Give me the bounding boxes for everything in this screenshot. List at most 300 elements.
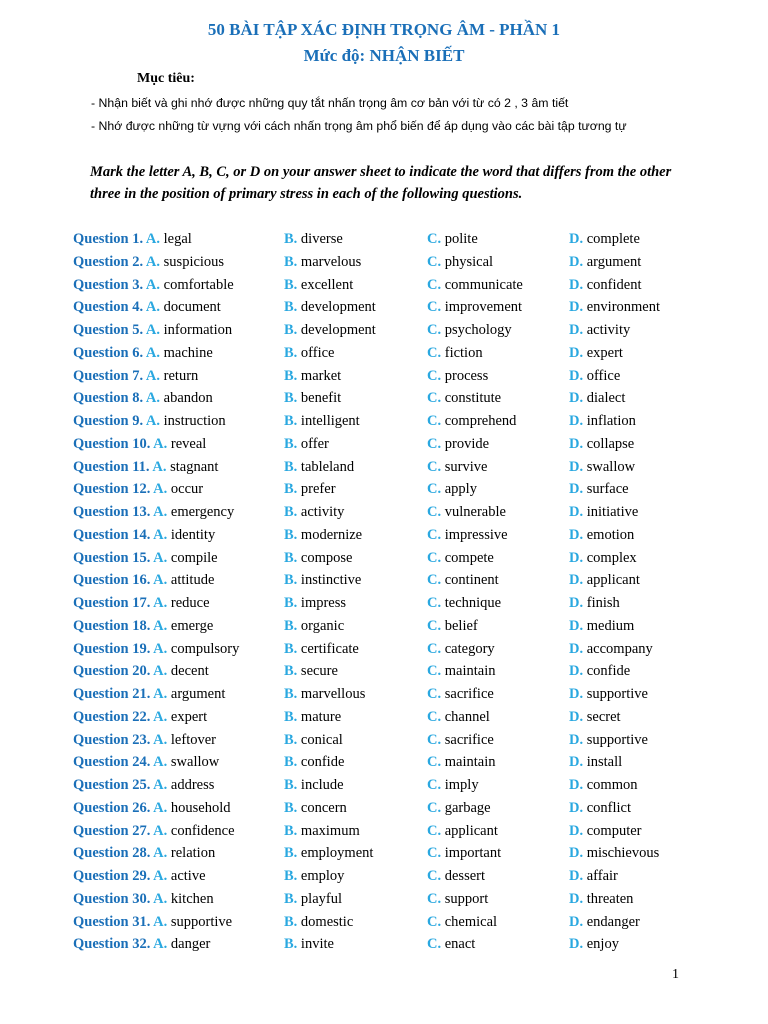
option-word-b: maximum bbox=[300, 822, 360, 839]
option-letter-c: C. bbox=[427, 936, 442, 953]
question-option-b bbox=[284, 660, 338, 683]
option-word-a: instruction bbox=[163, 413, 226, 429]
question-label: Question 16. bbox=[73, 572, 151, 589]
question-option-a bbox=[73, 478, 203, 501]
question-label: Question 3. bbox=[73, 276, 144, 293]
question-row bbox=[0, 774, 768, 797]
option-word-d: conflict bbox=[586, 799, 632, 816]
option-word-c: enact bbox=[444, 936, 476, 953]
option-letter-b: B. bbox=[284, 686, 298, 702]
option-letter-d: D. bbox=[569, 913, 584, 930]
option-word-c: apply bbox=[444, 481, 477, 498]
option-word-b: confide bbox=[300, 754, 345, 771]
option-word-a: leftover bbox=[170, 731, 216, 748]
option-letter-d: D. bbox=[569, 799, 584, 816]
option-word-c: provide bbox=[444, 435, 490, 452]
option-word-d: confident bbox=[586, 276, 642, 293]
question-option-b bbox=[284, 478, 336, 501]
question-option-b bbox=[284, 820, 360, 843]
question-option-b bbox=[284, 387, 341, 410]
option-letter-c: C. bbox=[427, 617, 442, 634]
question-option-a bbox=[73, 933, 210, 956]
option-letter-a: A. bbox=[153, 640, 168, 657]
option-word-d: mischievous bbox=[586, 845, 660, 862]
option-letter-d: D. bbox=[569, 822, 584, 839]
objective-item: - Nhận biết và ghi nhớ được những quy tắt nhấn trọng âm cơ bản với từ có 2 , 3 âm tiết bbox=[91, 96, 569, 110]
question-option-b bbox=[284, 865, 344, 888]
option-letter-a: A. bbox=[153, 754, 168, 771]
option-letter-b: B. bbox=[284, 504, 298, 520]
option-letter-c: C. bbox=[427, 481, 442, 498]
question-row bbox=[0, 478, 768, 501]
option-word-d: enjoy bbox=[586, 936, 619, 953]
question-option-c bbox=[427, 547, 494, 570]
option-word-b: benefit bbox=[300, 390, 342, 407]
option-letter-d: D. bbox=[569, 481, 584, 498]
question-option-d bbox=[569, 319, 630, 342]
option-letter-b: B. bbox=[284, 708, 298, 725]
option-word-a: attitude bbox=[170, 572, 215, 589]
option-word-d: complex bbox=[586, 549, 637, 566]
option-word-b: instinctive bbox=[300, 572, 362, 589]
question-row bbox=[0, 524, 768, 547]
question-option-c bbox=[427, 228, 478, 251]
option-letter-b: B. bbox=[284, 458, 298, 475]
option-letter-b: B. bbox=[284, 526, 298, 543]
question-label: Question 30. bbox=[73, 890, 151, 907]
question-row bbox=[0, 342, 768, 365]
question-option-a bbox=[73, 501, 234, 524]
option-word-a: supportive bbox=[170, 913, 233, 930]
option-word-c: maintain bbox=[444, 754, 496, 771]
option-letter-a: A. bbox=[145, 253, 161, 270]
option-letter-c: C. bbox=[427, 708, 442, 725]
option-word-d: swallow bbox=[586, 458, 636, 475]
question-option-c bbox=[427, 774, 479, 797]
question-label: Question 14. bbox=[73, 526, 151, 543]
option-word-c: applicant bbox=[444, 822, 498, 839]
option-word-a: stagnant bbox=[170, 458, 219, 475]
question-label: Question 23. bbox=[73, 731, 151, 748]
option-letter-c: C. bbox=[427, 367, 442, 384]
option-letter-a: A. bbox=[152, 458, 167, 475]
option-letter-d: D. bbox=[569, 299, 584, 316]
option-letter-a: A. bbox=[145, 390, 161, 407]
question-option-d bbox=[569, 478, 629, 501]
option-letter-c: C. bbox=[427, 731, 442, 748]
question-list bbox=[0, 228, 768, 956]
option-word-d: affair bbox=[586, 868, 618, 884]
option-letter-c: C. bbox=[427, 526, 442, 543]
question-option-a bbox=[73, 274, 234, 297]
option-letter-a: A. bbox=[153, 595, 168, 611]
option-word-c: compete bbox=[444, 549, 494, 566]
option-word-a: document bbox=[163, 299, 221, 316]
question-option-d bbox=[569, 410, 636, 433]
option-letter-b: B. bbox=[284, 731, 298, 748]
option-word-b: include bbox=[300, 777, 344, 793]
question-option-a bbox=[73, 251, 224, 274]
question-option-b bbox=[284, 706, 341, 729]
option-word-b: marvellous bbox=[300, 686, 366, 702]
option-word-d: secret bbox=[586, 708, 621, 725]
option-letter-a: A. bbox=[153, 504, 168, 520]
question-option-a bbox=[73, 638, 239, 661]
option-letter-a: A. bbox=[145, 322, 161, 338]
option-letter-d: D. bbox=[569, 504, 584, 520]
question-option-d bbox=[569, 251, 641, 274]
option-word-b: mature bbox=[300, 708, 342, 725]
option-letter-d: D. bbox=[569, 731, 584, 748]
option-word-c: imply bbox=[444, 777, 479, 793]
option-word-d: office bbox=[586, 367, 621, 384]
option-letter-a: A. bbox=[153, 822, 168, 839]
option-letter-c: C. bbox=[427, 663, 442, 680]
question-option-b bbox=[284, 729, 343, 752]
option-word-d: environment bbox=[586, 299, 661, 316]
question-row bbox=[0, 797, 768, 820]
question-row bbox=[0, 638, 768, 661]
option-letter-c: C. bbox=[427, 231, 442, 247]
option-word-c: impressive bbox=[444, 526, 508, 543]
question-option-c bbox=[427, 365, 488, 388]
option-word-c: vulnerable bbox=[444, 504, 506, 520]
question-option-c bbox=[427, 524, 508, 547]
question-label: Question 8. bbox=[73, 390, 144, 407]
option-letter-c: C. bbox=[427, 458, 442, 475]
question-option-a bbox=[73, 615, 213, 638]
question-option-c bbox=[427, 410, 516, 433]
question-option-c bbox=[427, 615, 478, 638]
question-option-c bbox=[427, 706, 490, 729]
option-letter-d: D. bbox=[569, 617, 584, 634]
option-letter-d: D. bbox=[569, 595, 584, 611]
option-word-d: activity bbox=[586, 322, 631, 338]
option-word-b: office bbox=[300, 344, 335, 361]
option-letter-c: C. bbox=[427, 754, 442, 771]
question-label: Question 13. bbox=[73, 504, 151, 520]
question-option-b bbox=[284, 797, 347, 820]
option-letter-b: B. bbox=[284, 549, 298, 566]
option-letter-c: C. bbox=[427, 253, 442, 270]
option-letter-b: B. bbox=[284, 276, 298, 293]
question-label: Question 32. bbox=[73, 936, 151, 953]
question-label: Question 20. bbox=[73, 663, 151, 680]
question-option-a bbox=[73, 569, 214, 592]
option-letter-a: A. bbox=[145, 344, 161, 361]
option-letter-d: D. bbox=[569, 890, 584, 907]
question-label: Question 5. bbox=[73, 322, 144, 338]
option-letter-a: A. bbox=[153, 617, 168, 634]
question-option-c bbox=[427, 638, 495, 661]
option-word-b: activity bbox=[300, 504, 345, 520]
option-word-d: finish bbox=[586, 595, 620, 611]
option-letter-d: D. bbox=[569, 549, 584, 566]
question-option-b bbox=[284, 842, 373, 865]
question-option-b bbox=[284, 547, 352, 570]
question-row bbox=[0, 365, 768, 388]
option-word-b: marvelous bbox=[300, 253, 362, 270]
question-option-d bbox=[569, 456, 635, 479]
option-word-a: occur bbox=[170, 481, 204, 498]
question-label: Question 2. bbox=[73, 253, 144, 270]
question-option-c bbox=[427, 478, 477, 501]
option-letter-c: C. bbox=[427, 845, 442, 862]
option-word-a: household bbox=[170, 799, 231, 816]
question-option-a bbox=[73, 387, 213, 410]
option-word-c: support bbox=[444, 890, 489, 907]
option-word-c: belief bbox=[444, 617, 478, 634]
option-word-a: decent bbox=[170, 663, 209, 680]
option-word-d: expert bbox=[586, 344, 623, 361]
option-letter-a: A. bbox=[145, 367, 161, 384]
question-row bbox=[0, 274, 768, 297]
option-word-d: emotion bbox=[586, 526, 635, 543]
option-word-d: accompany bbox=[586, 640, 653, 657]
option-word-b: tableland bbox=[300, 458, 355, 475]
option-word-a: emergency bbox=[170, 504, 235, 520]
question-option-b bbox=[284, 933, 334, 956]
question-label: Question 25. bbox=[73, 777, 151, 793]
option-word-a: suspicious bbox=[163, 253, 225, 270]
question-option-a bbox=[73, 820, 235, 843]
option-letter-a: A. bbox=[153, 481, 168, 498]
question-row bbox=[0, 456, 768, 479]
question-option-b bbox=[284, 569, 361, 592]
option-word-c: survive bbox=[444, 458, 488, 475]
question-option-c bbox=[427, 342, 483, 365]
option-word-b: development bbox=[300, 299, 376, 316]
question-option-d bbox=[569, 524, 634, 547]
option-word-b: domestic bbox=[300, 913, 354, 930]
option-letter-d: D. bbox=[569, 686, 584, 702]
option-word-b: employ bbox=[300, 868, 345, 884]
question-option-c bbox=[427, 865, 485, 888]
option-letter-d: D. bbox=[569, 936, 584, 953]
question-row bbox=[0, 729, 768, 752]
option-word-a: abandon bbox=[163, 390, 213, 407]
option-letter-a: A. bbox=[153, 799, 168, 816]
option-letter-a: A. bbox=[145, 231, 161, 247]
question-option-a bbox=[73, 410, 226, 433]
question-option-d bbox=[569, 842, 659, 865]
question-option-c bbox=[427, 797, 491, 820]
question-row bbox=[0, 296, 768, 319]
option-word-c: fiction bbox=[444, 344, 483, 361]
question-label: Question 26. bbox=[73, 799, 151, 816]
option-word-c: improvement bbox=[444, 299, 523, 316]
option-word-c: sacrifice bbox=[444, 686, 494, 702]
option-word-d: surface bbox=[586, 481, 629, 498]
question-option-d bbox=[569, 888, 633, 911]
option-letter-b: B. bbox=[284, 367, 298, 384]
option-word-a: danger bbox=[170, 936, 211, 953]
question-label: Question 29. bbox=[73, 868, 151, 884]
option-word-b: offer bbox=[300, 435, 329, 452]
question-option-c bbox=[427, 888, 488, 911]
question-option-b bbox=[284, 615, 344, 638]
option-word-c: garbage bbox=[444, 799, 491, 816]
question-row bbox=[0, 842, 768, 865]
question-option-a bbox=[73, 865, 206, 888]
question-option-d bbox=[569, 296, 660, 319]
option-letter-c: C. bbox=[427, 595, 442, 611]
question-label: Question 24. bbox=[73, 754, 151, 771]
option-letter-c: C. bbox=[427, 890, 442, 907]
option-word-c: polite bbox=[444, 231, 478, 247]
question-option-a bbox=[73, 729, 216, 752]
question-option-c bbox=[427, 433, 489, 456]
question-option-c bbox=[427, 933, 475, 956]
question-option-d bbox=[569, 569, 640, 592]
option-letter-a: A. bbox=[145, 276, 161, 293]
option-letter-b: B. bbox=[284, 481, 298, 498]
option-letter-d: D. bbox=[569, 868, 584, 884]
question-option-c bbox=[427, 251, 493, 274]
question-option-b bbox=[284, 751, 344, 774]
question-option-b bbox=[284, 228, 343, 251]
option-word-c: category bbox=[444, 640, 495, 657]
question-option-b bbox=[284, 501, 344, 524]
question-label: Question 22. bbox=[73, 708, 151, 725]
option-letter-a: A. bbox=[153, 435, 168, 452]
option-word-d: applicant bbox=[586, 572, 640, 589]
question-option-d bbox=[569, 865, 618, 888]
option-letter-b: B. bbox=[284, 845, 298, 862]
question-row bbox=[0, 911, 768, 934]
option-letter-d: D. bbox=[569, 754, 584, 771]
option-word-c: continent bbox=[444, 572, 499, 589]
option-letter-a: A. bbox=[153, 777, 168, 793]
question-label: Question 12. bbox=[73, 481, 151, 498]
question-option-b bbox=[284, 456, 354, 479]
option-letter-d: D. bbox=[569, 231, 584, 247]
option-letter-d: D. bbox=[569, 276, 584, 293]
option-word-a: reduce bbox=[170, 595, 210, 611]
question-option-a bbox=[73, 592, 210, 615]
option-word-d: collapse bbox=[586, 435, 635, 452]
option-word-b: modernize bbox=[300, 526, 363, 543]
option-letter-c: C. bbox=[427, 572, 442, 589]
question-label: Question 11. bbox=[73, 458, 150, 475]
option-word-c: constitute bbox=[444, 390, 502, 407]
question-option-a bbox=[73, 842, 215, 865]
option-word-c: technique bbox=[444, 595, 502, 611]
option-letter-d: D. bbox=[569, 845, 584, 862]
question-option-c bbox=[427, 319, 512, 342]
question-option-d bbox=[569, 433, 634, 456]
option-word-d: computer bbox=[586, 822, 642, 839]
question-option-b bbox=[284, 888, 342, 911]
question-option-d bbox=[569, 751, 622, 774]
question-option-b bbox=[284, 342, 334, 365]
question-label: Question 31. bbox=[73, 913, 151, 930]
option-word-a: comfortable bbox=[163, 276, 234, 293]
option-letter-c: C. bbox=[427, 435, 442, 452]
option-word-b: concern bbox=[300, 799, 347, 816]
question-option-c bbox=[427, 501, 506, 524]
option-word-c: channel bbox=[444, 708, 490, 725]
option-word-b: impress bbox=[300, 595, 347, 611]
question-label: Question 28. bbox=[73, 845, 151, 862]
option-word-a: confidence bbox=[170, 822, 235, 839]
question-option-a bbox=[73, 660, 209, 683]
option-letter-d: D. bbox=[569, 322, 584, 338]
option-letter-c: C. bbox=[427, 276, 442, 293]
option-letter-b: B. bbox=[284, 663, 298, 680]
question-option-b bbox=[284, 433, 329, 456]
question-option-b bbox=[284, 274, 353, 297]
option-word-d: initiative bbox=[586, 504, 639, 520]
option-letter-b: B. bbox=[284, 344, 298, 361]
question-option-d bbox=[569, 592, 620, 615]
option-letter-b: B. bbox=[284, 413, 298, 429]
option-letter-b: B. bbox=[284, 640, 298, 657]
option-word-b: development bbox=[300, 322, 376, 338]
question-label: Question 6. bbox=[73, 344, 144, 361]
option-letter-d: D. bbox=[569, 640, 584, 657]
option-word-d: endanger bbox=[586, 913, 640, 930]
question-option-d bbox=[569, 638, 653, 661]
option-letter-c: C. bbox=[427, 344, 442, 361]
option-letter-d: D. bbox=[569, 458, 584, 475]
option-word-b: intelligent bbox=[300, 413, 360, 429]
question-row bbox=[0, 592, 768, 615]
option-letter-b: B. bbox=[284, 822, 298, 839]
question-option-d bbox=[569, 274, 642, 297]
option-letter-c: C. bbox=[427, 822, 442, 839]
option-letter-c: C. bbox=[427, 413, 442, 429]
question-option-c bbox=[427, 296, 522, 319]
option-letter-c: C. bbox=[427, 777, 442, 793]
option-word-c: maintain bbox=[444, 663, 496, 680]
option-word-d: threaten bbox=[586, 890, 634, 907]
page-subtitle: Mức độ: NHẬN BIẾT bbox=[303, 46, 465, 65]
question-option-d bbox=[569, 933, 619, 956]
option-word-a: identity bbox=[170, 526, 216, 543]
question-option-a bbox=[73, 296, 221, 319]
question-option-a bbox=[73, 547, 218, 570]
question-option-c bbox=[427, 683, 494, 706]
question-option-a bbox=[73, 319, 232, 342]
option-letter-b: B. bbox=[284, 617, 298, 634]
option-letter-c: C. bbox=[427, 913, 442, 930]
question-label: Question 18. bbox=[73, 617, 151, 634]
option-word-d: common bbox=[586, 777, 638, 793]
question-option-b bbox=[284, 410, 360, 433]
question-option-c bbox=[427, 842, 501, 865]
option-word-c: communicate bbox=[444, 276, 523, 293]
option-letter-a: A. bbox=[153, 913, 168, 930]
option-word-d: install bbox=[586, 754, 623, 771]
question-option-d bbox=[569, 911, 640, 934]
option-letter-d: D. bbox=[569, 708, 584, 725]
option-word-a: machine bbox=[163, 344, 213, 361]
question-option-d bbox=[569, 615, 634, 638]
option-letter-b: B. bbox=[284, 299, 298, 316]
option-letter-d: D. bbox=[569, 390, 584, 407]
question-row bbox=[0, 820, 768, 843]
option-letter-c: C. bbox=[427, 868, 442, 884]
question-option-a bbox=[73, 433, 206, 456]
question-option-d bbox=[569, 683, 648, 706]
option-word-a: reveal bbox=[170, 435, 207, 452]
option-word-b: certificate bbox=[300, 640, 359, 657]
option-word-d: medium bbox=[586, 617, 635, 634]
question-option-a bbox=[73, 751, 219, 774]
question-option-d bbox=[569, 797, 631, 820]
option-word-b: playful bbox=[300, 890, 342, 907]
